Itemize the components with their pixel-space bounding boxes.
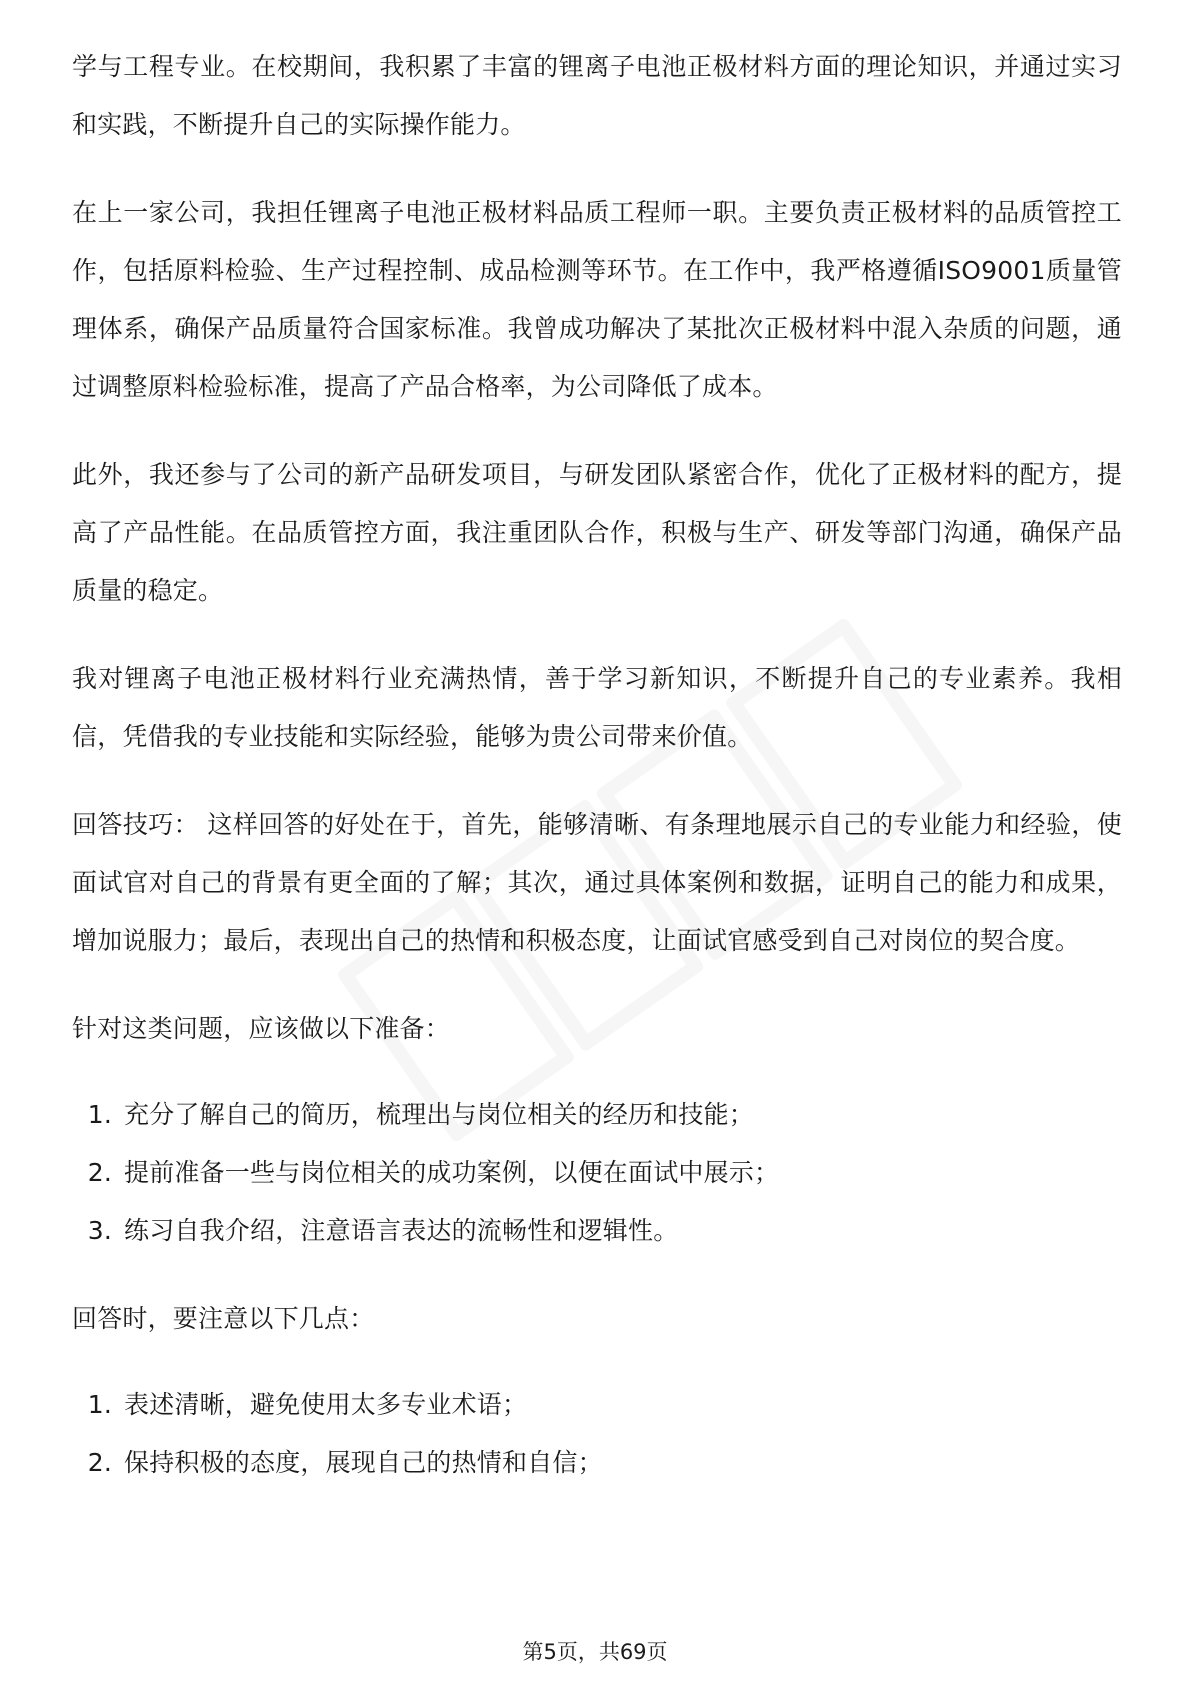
paragraph-previous-job: 在上一家公司，我担任锂离子电池正极材料品质工程师一职。主要负责正极材料的品质管控工作，包括原料检验、生产过程控制、成品检测等环节。在工作中，我严格遵循ISO9001质量管理体系，确保产品质量符合国家标准。我曾成功解决了某批次正极材料中混入杂质的问题，通过调整原料检验标准，提高了产品合格率，为公司降低了成本。	[72, 198, 1122, 401]
list-item	[72, 1434, 1122, 1492]
answer-notes-heading: 回答时，要注意以下几点：	[72, 1304, 375, 1333]
list-text: 保持积极的态度，展现自己的热情和自信；	[124, 1448, 603, 1477]
list-number: 3.	[87, 1216, 112, 1245]
list-number: 2.	[87, 1448, 112, 1477]
list-item	[72, 1144, 1122, 1202]
paragraph-passion: 我对锂离子电池正极材料行业充满热情，善于学习新知识，不断提升自己的专业素养。我相信，凭借我的专业技能和实际经验，能够为贵公司带来价值。	[72, 664, 1122, 751]
list-text: 提前准备一些与岗位相关的成功案例，以便在面试中展示；	[124, 1158, 780, 1187]
paragraph-education: 学与工程专业。在校期间，我积累了丰富的锂离子电池正极材料方面的理论知识，并通过实习和实践，不断提升自己的实际操作能力。	[72, 52, 1122, 139]
list-text: 练习自我介绍，注意语言表达的流畅性和逻辑性。	[124, 1216, 679, 1245]
list-number: 2.	[87, 1158, 112, 1187]
list-number: 1.	[87, 1100, 112, 1129]
list-text: 表述清晰，避免使用太多专业术语；	[124, 1390, 528, 1419]
preparation-list	[72, 1086, 1122, 1260]
answer-notes-list	[72, 1376, 1122, 1492]
paragraph-rnd-project: 此外，我还参与了公司的新产品研发项目，与研发团队紧密合作，优化了正极材料的配方，提高了产品性能。在品质管控方面，我注重团队合作，积极与生产、研发等部门沟通，确保产品质量的稳定。	[72, 460, 1122, 605]
list-item	[72, 1376, 1122, 1434]
document-body	[72, 38, 1122, 1522]
paragraph-preparation-heading: 针对这类问题，应该做以下准备：	[72, 1014, 451, 1043]
list-text: 充分了解自己的简历，梳理出与岗位相关的经历和技能；	[124, 1100, 755, 1129]
page-number-footer: 第5页，共69页	[522, 1640, 668, 1664]
list-item	[72, 1086, 1122, 1144]
list-item	[72, 1202, 1122, 1260]
paragraph-answer-tips: 回答技巧： 这样回答的好处在于，首先，能够清晰、有条理地展示自己的专业能力和经验，使面试官对自己的背景有更全面的了解；其次，通过具体案例和数据，证明自己的能力和成果，增加说服力；最后，表现出自己的热情和积极态度，让面试官感受到自己对岗位的契合度。	[72, 810, 1122, 955]
list-number: 1.	[87, 1390, 112, 1419]
